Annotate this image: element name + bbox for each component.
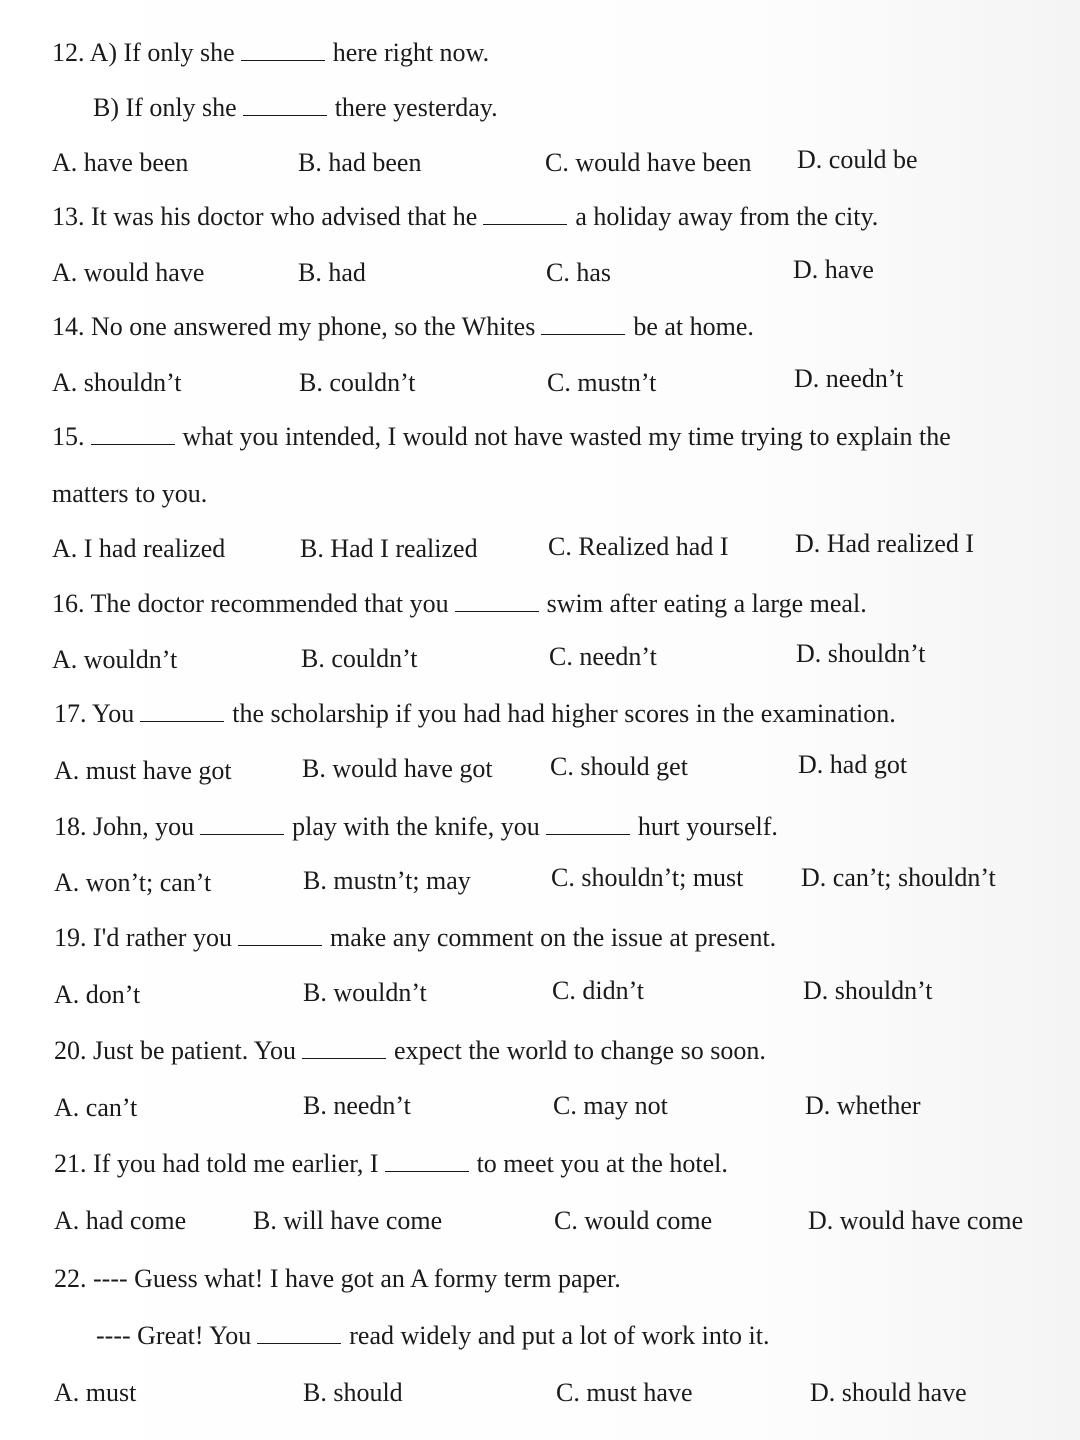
option-c: C. would have been <box>545 148 752 177</box>
option-d: D. would have come <box>808 1206 1024 1235</box>
question-22-line-a: 22. ---- Guess what! I have got an A formy term paper. <box>54 1264 621 1293</box>
option-a: A. would have <box>52 258 205 287</box>
option-a: A. won’t; can’t <box>54 868 212 897</box>
option-d: D. shouldn’t <box>803 976 933 1005</box>
option-a: A. had come <box>54 1206 187 1235</box>
option-c: C. has <box>546 258 611 287</box>
question-text: 17. You <box>54 699 135 728</box>
answer-blank <box>541 314 625 335</box>
question-text: 21. If you had told me earlier, I <box>54 1149 379 1178</box>
question-text: 18. John, you <box>54 812 195 841</box>
option-c: C. would come <box>554 1206 713 1235</box>
answer-blank <box>385 1151 469 1172</box>
option-d: D. have <box>793 255 874 284</box>
question-21-line <box>54 1147 728 1181</box>
option-a: A. must have got <box>54 756 232 785</box>
option-a: A. have been <box>52 148 189 177</box>
question-20-line <box>54 1034 766 1068</box>
option-b: B. Had I realized <box>300 534 478 563</box>
option-c: C. shouldn’t; must <box>551 863 744 892</box>
question-19-line <box>54 921 776 955</box>
question-12-line-a <box>52 36 489 70</box>
answer-blank <box>546 814 630 835</box>
question-17-line <box>54 697 896 731</box>
question-text: 13. It was his doctor who advised that he <box>52 202 478 231</box>
question-text: 14. No one answered my phone, so the Whites <box>52 312 536 341</box>
option-b: B. would have got <box>302 754 493 783</box>
option-c: C. needn’t <box>549 642 657 671</box>
question-text: a holiday away from the city. <box>575 202 879 231</box>
answer-blank <box>200 814 284 835</box>
option-a: A. can’t <box>54 1093 138 1122</box>
answer-blank <box>243 95 327 116</box>
answer-blank <box>238 925 322 946</box>
question-text: play with the knife, you <box>292 812 540 841</box>
answer-blank <box>257 1323 341 1344</box>
option-c: C. Realized had I <box>548 532 729 561</box>
option-d: D. had got <box>798 750 908 779</box>
option-b: B. needn’t <box>303 1091 411 1120</box>
answer-blank <box>140 701 224 722</box>
question-14-line <box>52 310 754 344</box>
option-a: A. shouldn’t <box>52 368 182 397</box>
question-text: 12. A) If only she <box>52 38 235 67</box>
option-c: C. should get <box>550 752 688 781</box>
question-15-line <box>52 420 951 454</box>
option-c: C. mustn’t <box>547 368 657 397</box>
question-text: ---- Great! You <box>96 1321 252 1350</box>
answer-blank <box>483 204 567 225</box>
option-d: D. Had realized I <box>795 529 975 558</box>
question-text: 16. The doctor recommended that you <box>52 589 449 618</box>
option-b: B. couldn’t <box>299 368 416 397</box>
answer-blank <box>302 1038 386 1059</box>
question-16-line <box>52 587 867 621</box>
question-text: B) If only she <box>93 93 237 122</box>
question-text: swim after eating a large meal. <box>546 589 867 618</box>
question-13-line <box>52 200 878 234</box>
option-b: B. will have come <box>253 1206 443 1235</box>
question-12-line-b <box>93 91 498 125</box>
question-15-continuation: matters to you. <box>52 479 208 508</box>
option-b: B. wouldn’t <box>303 978 427 1007</box>
option-a: A. don’t <box>54 980 141 1009</box>
question-text: the scholarship if you had had higher scores in the examination. <box>232 699 896 728</box>
option-d: D. needn’t <box>794 364 904 393</box>
question-text: there yesterday. <box>334 93 498 122</box>
question-text: hurt yourself. <box>637 812 778 841</box>
question-text: to meet you at the hotel. <box>476 1149 728 1178</box>
question-22-line-b <box>96 1319 770 1353</box>
question-text: be at home. <box>633 312 754 341</box>
option-d: D. could be <box>797 145 918 174</box>
option-b: B. couldn’t <box>301 644 418 673</box>
option-c: C. didn’t <box>552 976 644 1005</box>
option-b: B. mustn’t; may <box>303 866 471 895</box>
option-b: B. had <box>298 258 366 287</box>
answer-blank <box>241 40 325 61</box>
question-text: 15. <box>52 422 85 451</box>
question-text: expect the world to change so soon. <box>393 1036 766 1065</box>
question-text: 20. Just be patient. You <box>54 1036 296 1065</box>
answer-blank <box>91 424 175 445</box>
answer-blank <box>455 591 539 612</box>
option-d: D. whether <box>805 1091 921 1120</box>
question-text: make any comment on the issue at present. <box>329 923 777 952</box>
question-text: what you intended, I would not have wasted my time trying to explain the <box>182 422 951 451</box>
question-text: here right now. <box>332 38 490 67</box>
option-b: B. should <box>303 1378 403 1407</box>
question-text: 19. I'd rather you <box>54 923 232 952</box>
option-a: A. must <box>54 1378 137 1407</box>
question-text: read widely and put a lot of work into it. <box>349 1321 770 1350</box>
option-b: B. had been <box>298 148 422 177</box>
option-c: C. may not <box>553 1091 668 1120</box>
option-a: A. I had realized <box>52 534 226 563</box>
question-18-line <box>54 810 778 844</box>
option-d: D. shouldn’t <box>796 639 926 668</box>
option-a: A. wouldn’t <box>52 645 178 674</box>
option-d: D. can’t; shouldn’t <box>801 863 996 892</box>
option-d: D. should have <box>810 1378 967 1407</box>
option-c: C. must have <box>556 1378 693 1407</box>
